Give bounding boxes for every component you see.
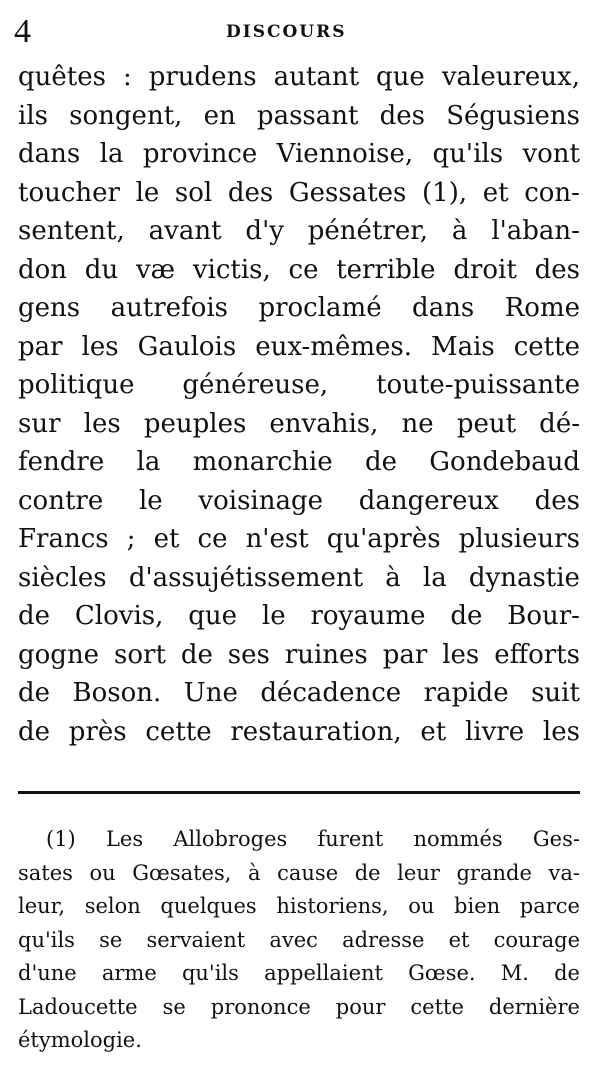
footnote-line: leur, selon quelques historiens, ou bien parce [18, 894, 580, 918]
body-line: de Boson. Une décadence rapide suit [18, 678, 580, 708]
body-line: dans la province Viennoise, qu'ils vont [18, 139, 580, 169]
body-line: politique généreuse, toute-puissante [18, 370, 580, 400]
body-line: sur les peuples envahis, ne peut dé- [18, 408, 580, 439]
body-line: contre le voisinage dangereux des [18, 485, 580, 516]
body-line: toucher le sol des Gessates (1), et con- [18, 177, 580, 208]
footnote-divider [18, 791, 580, 794]
body-line: gens autrefois proclamé dans Rome [18, 293, 580, 323]
footnote-line: d'une arme qu'ils appellaient Gœse. M. de [18, 961, 580, 985]
footnote-line: qu'ils se servaient avec adresse et courage [18, 927, 580, 952]
footnote-line: étymologie. [18, 1028, 142, 1052]
footnote-line: sates ou Gœsates, à cause de leur grande va- [18, 860, 580, 885]
body-line: de près cette restauration, et livre les [18, 716, 580, 747]
body-line: siècles d'assujétissement à la dynastie [18, 562, 580, 593]
body-line: Francs ; et ce n'est qu'après plusieurs [18, 524, 580, 554]
footnote-line: Ladoucette se prononce pour cette dernière [18, 994, 580, 1019]
body-line: quêtes : prudens autant que valeureux, [18, 62, 580, 92]
body-text [18, 58, 580, 751]
body-line: par les Gaulois eux-mêmes. Mais cette [18, 331, 580, 362]
footnote [18, 823, 580, 1058]
running-title: DISCOURS [226, 22, 347, 42]
body-line: ils songent, en passant des Ségusiens [18, 100, 580, 131]
body-line: gogne sort de ses ruines par les efforts [18, 639, 580, 670]
body-line: don du væ victis, ce terrible droit des [18, 254, 580, 285]
body-line: sentent, avant d'y pénétrer, à l'aban- [18, 216, 580, 246]
footnote-line: (1) Les Allobroges furent nommés Ges- [46, 827, 580, 851]
body-line: fendre la monarchie de Gondebaud [18, 447, 580, 477]
body-line: de Clovis, que le royaume de Bour- [18, 601, 580, 631]
page-number: 4 [14, 13, 31, 50]
